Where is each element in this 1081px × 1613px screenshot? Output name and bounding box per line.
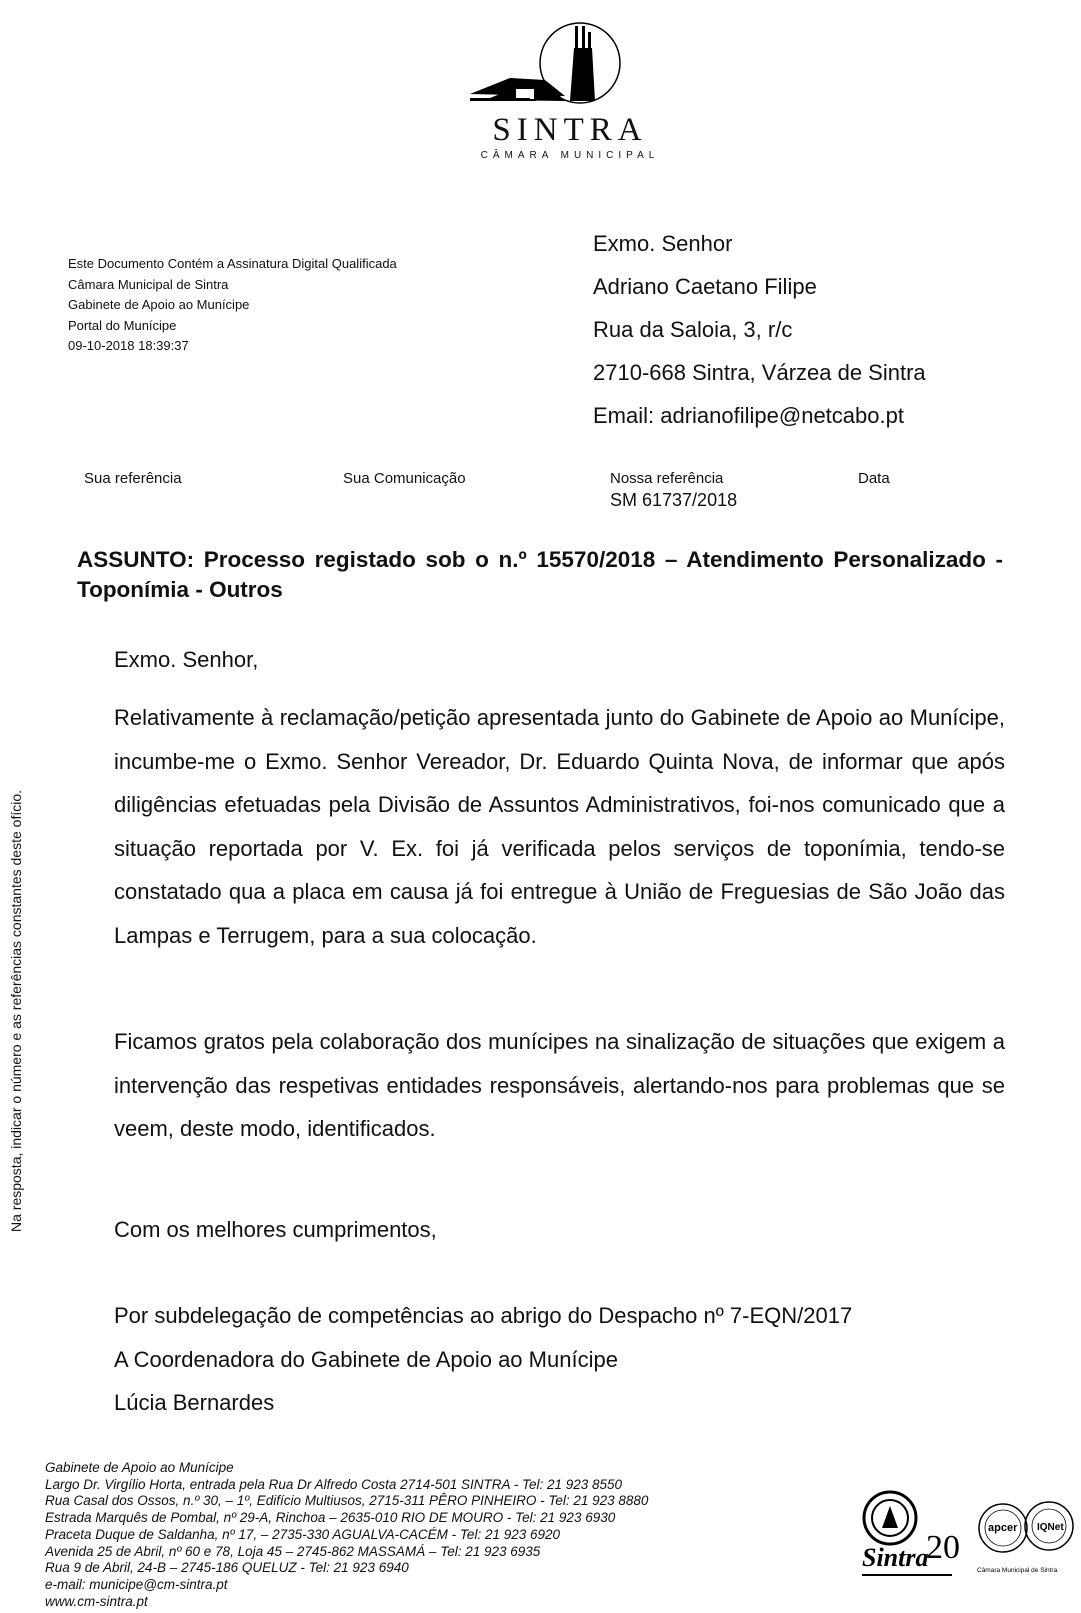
camara-text: Câmara Municipal de Sintra [977,1567,1058,1574]
signature-line: 09-10-2018 18:39:37 [68,338,189,353]
footer-addresses [45,1460,648,1610]
salutation: Exmo. Senhor, [114,647,259,672]
data-label: Data [858,470,890,487]
subject-line: ASSUNTO: Processo registado sob o n.º 15570/2018 – Atendimento Personalizado - Toponímia - Outros [77,547,1003,602]
signature-line: Câmara Municipal de Sintra [68,276,229,292]
address-line: Adriano Caetano Filipe [593,274,817,299]
footer-line: Rua 9 de Abril, 24-B – 2745-186 QUELUZ - Tel: 21 923 6940 [45,1560,409,1576]
body-paragraph [114,1020,1005,1151]
footer-line: Gabinete de Apoio ao Munícipe [45,1460,234,1475]
footer-line: Avenida 25 de Abril, nº 60 e 78, Loja 45 – 2745-862 MASSAMÁ – Tel: 21 923 6935 [45,1543,541,1559]
signature-text: A Coordenadora do Gabinete de Apoio ao Munícipe [114,1346,618,1372]
sua-comunicacao-label: Sua Comunicação [343,470,466,487]
iqnet-text: IQNet [1037,1522,1064,1533]
address-line: Rua da Saloia, 3, r/c [593,317,793,342]
address-line: Exmo. Senhor [593,231,733,256]
sintra20-text: Sintra [862,1543,929,1572]
digital-signature-block [68,254,397,357]
paragraph-text: Relativamente à reclamação/petição apresentada junto do Gabinete de Apoio ao Munícipe, incumbe-me o Exmo. Senhor Vereador, Dr. Eduardo Quinta Nova, de informar que após diligências efetuadas pela Divisão de Assuntos Administrativos, foi-nos comunicado que a situação reportada por V. Ex. foi já verificada pelos serviços de toponímia, tendo-se constatado qua a placa em causa já foi entregue à União de Freguesias de São João das Lampas e Terrugem, para a sua colocação. [114,705,1005,948]
nossa-referencia-value: SM 61737/2018 [610,490,738,510]
nossa-referencia-label: Nossa referência [610,470,724,487]
closing: Com os melhores cumprimentos, [114,1217,437,1242]
logo-wordmark: SINTRA [492,112,648,148]
recipient-address [593,222,926,437]
footer-website: www.cm-sintra.pt [45,1593,148,1609]
side-reference-note: Na resposta, indicar o número e as referências constantes deste ofício. [8,789,24,1232]
sua-referencia-label: Sua referência [84,470,182,487]
body-paragraph [114,696,1005,957]
signature-line: Portal do Munícipe [68,317,177,333]
address-line: 2710-668 Sintra, Várzea de Sintra [593,360,926,385]
signature-line: Gabinete de Apoio ao Munícipe [68,297,250,312]
signature-text: Por subdelegação de competências ao abrigo do Despacho nº 7-EQN/2017 [114,1303,853,1328]
signature-line: Este Documento Contém a Assinatura Digital Qualificada [68,256,397,271]
footer-email: e-mail: municipe@cm-sintra.pt [45,1576,228,1592]
logo-subtitle: CÂMARA MUNICIPAL [480,150,660,161]
footer-line: Largo Dr. Virgílio Horta, entrada pela Rua Dr Alfredo Costa 2714-501 SINTRA - Tel: 21 923 8550 [45,1476,623,1492]
footer-line: Rua Casal dos Ossos, n.º 30, – 1º, Edifício Multiusos, 2715-311 PÊRO PINHEIRO - Tel: 21 923 8880 [45,1493,649,1509]
footer-line: Estrada Marquês de Pombal, nº 29-A, Rinchoa – 2635-010 RIO DE MOURO - Tel: 21 923 6930 [45,1510,616,1526]
signature-block [114,1294,1005,1425]
address-line: Email: adrianofilipe@netcabo.pt [593,403,904,428]
certification-badges-icon [975,1490,1080,1590]
signature-text: Lúcia Bernardes [114,1390,275,1415]
apcer-text: apcer [988,1522,1018,1534]
paragraph-text: Ficamos gratos pela colaboração dos munícipes na sinalização de situações que exigem a intervenção das respetivas entidades responsáveis, alertando-nos para problemas que se veem, deste modo, identificados. [114,1029,1005,1141]
footer-line: Praceta Duque de Saldanha, nº 17, – 2735-330 AGUALVA-CACÉM - Tel: 21 923 6920 [45,1526,561,1542]
sintra-20-badge-icon [860,1488,970,1593]
sintra20-number: 20 [926,1529,960,1566]
